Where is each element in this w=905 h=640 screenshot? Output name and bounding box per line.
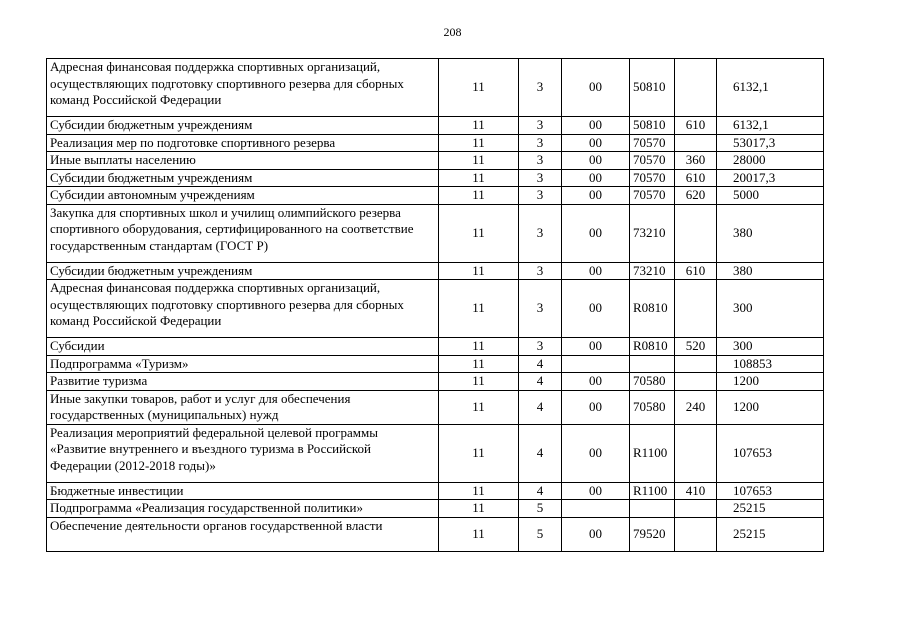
table-row	[47, 204, 824, 262]
row-subsection: 3	[519, 134, 562, 152]
row-target-code: 00	[562, 373, 630, 391]
row-target-code: 00	[562, 134, 630, 152]
row-target-code-2: 70580	[630, 390, 675, 424]
row-target-code-2: 50810	[630, 117, 675, 135]
table-row	[47, 152, 824, 170]
row-name: Субсидии	[47, 338, 439, 356]
row-name: Субсидии бюджетным учреждениям	[47, 117, 439, 135]
row-expense-type: 610	[675, 169, 717, 187]
row-section: 11	[439, 424, 519, 482]
row-expense-type: 240	[675, 390, 717, 424]
row-section: 11	[439, 482, 519, 500]
row-target-code: 00	[562, 517, 630, 551]
row-amount: 380	[717, 262, 824, 280]
row-name: Иные закупки товаров, работ и услуг для обеспечения государственных (муниципальных) нужд	[47, 390, 439, 424]
row-expense-type	[675, 424, 717, 482]
row-subsection: 5	[519, 517, 562, 551]
row-section: 11	[439, 390, 519, 424]
row-amount: 107653	[717, 424, 824, 482]
row-target-code-2: 70580	[630, 373, 675, 391]
row-target-code-2: 73210	[630, 262, 675, 280]
row-expense-type	[675, 373, 717, 391]
row-target-code-2: R1100	[630, 482, 675, 500]
row-expense-type: 610	[675, 262, 717, 280]
row-target-code: 00	[562, 280, 630, 338]
row-subsection: 4	[519, 390, 562, 424]
table-row	[47, 373, 824, 391]
row-target-code-2: 79520	[630, 517, 675, 551]
row-target-code: 00	[562, 482, 630, 500]
row-section: 11	[439, 500, 519, 518]
row-name: Субсидии автономным учреждениям	[47, 187, 439, 205]
row-target-code-2: 70570	[630, 169, 675, 187]
row-target-code-2: R0810	[630, 280, 675, 338]
row-amount: 107653	[717, 482, 824, 500]
row-target-code-2	[630, 500, 675, 518]
row-section: 11	[439, 187, 519, 205]
table-row	[47, 280, 824, 338]
table-row	[47, 169, 824, 187]
row-section: 11	[439, 355, 519, 373]
row-subsection: 3	[519, 117, 562, 135]
row-section: 11	[439, 134, 519, 152]
row-subsection: 4	[519, 373, 562, 391]
row-target-code: 00	[562, 169, 630, 187]
row-section: 11	[439, 169, 519, 187]
table-row	[47, 134, 824, 152]
row-amount: 53017,3	[717, 134, 824, 152]
row-target-code	[562, 500, 630, 518]
row-subsection: 3	[519, 262, 562, 280]
budget-table	[46, 58, 824, 552]
row-subsection: 4	[519, 355, 562, 373]
row-expense-type	[675, 280, 717, 338]
row-amount: 6132,1	[717, 117, 824, 135]
row-target-code: 00	[562, 187, 630, 205]
row-target-code: 00	[562, 59, 630, 117]
row-name: Субсидии бюджетным учреждениям	[47, 262, 439, 280]
row-expense-type: 610	[675, 117, 717, 135]
table-row	[47, 338, 824, 356]
row-amount: 28000	[717, 152, 824, 170]
page-number: 208	[443, 25, 462, 39]
row-subsection: 3	[519, 280, 562, 338]
row-subsection: 3	[519, 204, 562, 262]
row-amount: 1200	[717, 390, 824, 424]
row-subsection: 4	[519, 424, 562, 482]
row-expense-type	[675, 355, 717, 373]
row-amount: 5000	[717, 187, 824, 205]
row-section: 11	[439, 59, 519, 117]
row-target-code-2	[630, 355, 675, 373]
table-row	[47, 117, 824, 135]
row-subsection: 3	[519, 187, 562, 205]
row-expense-type: 410	[675, 482, 717, 500]
row-section: 11	[439, 152, 519, 170]
row-target-code: 00	[562, 204, 630, 262]
row-amount: 25215	[717, 500, 824, 518]
row-section: 11	[439, 280, 519, 338]
row-section: 11	[439, 338, 519, 356]
row-target-code-2: 70570	[630, 152, 675, 170]
row-target-code-2: R1100	[630, 424, 675, 482]
row-target-code-2: 50810	[630, 59, 675, 117]
row-target-code: 00	[562, 338, 630, 356]
row-name: Обеспечение деятельности органов государственной власти	[47, 517, 439, 551]
row-section: 11	[439, 117, 519, 135]
row-expense-type: 360	[675, 152, 717, 170]
table-row	[47, 424, 824, 482]
row-section: 11	[439, 373, 519, 391]
table-row	[47, 262, 824, 280]
row-expense-type	[675, 204, 717, 262]
row-subsection: 3	[519, 59, 562, 117]
row-target-code: 00	[562, 152, 630, 170]
row-name: Подпрограмма «Туризм»	[47, 355, 439, 373]
row-name: Закупка для спортивных школ и училищ олимпийского резерва спортивного оборудования, сертифицированного на соответствие государственным стандартам (ГОСТ Р)	[47, 204, 439, 262]
row-name: Реализация мероприятий федеральной целевой программы «Развитие внутреннего и въездного туризма в Российской Федерации (2012-2018 годы)»	[47, 424, 439, 482]
row-expense-type	[675, 59, 717, 117]
row-target-code-2: 73210	[630, 204, 675, 262]
row-subsection: 3	[519, 152, 562, 170]
row-name: Бюджетные инвестиции	[47, 482, 439, 500]
row-amount: 6132,1	[717, 59, 824, 117]
row-subsection: 5	[519, 500, 562, 518]
row-name: Субсидии бюджетным учреждениям	[47, 169, 439, 187]
row-amount: 380	[717, 204, 824, 262]
row-name: Адресная финансовая поддержка спортивных организаций, осуществляющих подготовку спортивного резерва для сборных команд Российской Федерации	[47, 280, 439, 338]
row-amount: 108853	[717, 355, 824, 373]
table-row	[47, 500, 824, 518]
row-amount: 300	[717, 338, 824, 356]
row-target-code-2: 70570	[630, 187, 675, 205]
row-amount: 20017,3	[717, 169, 824, 187]
row-amount: 25215	[717, 517, 824, 551]
table-row	[47, 187, 824, 205]
row-section: 11	[439, 517, 519, 551]
row-expense-type: 520	[675, 338, 717, 356]
row-target-code: 00	[562, 390, 630, 424]
row-name: Развитие туризма	[47, 373, 439, 391]
row-amount: 300	[717, 280, 824, 338]
row-target-code: 00	[562, 117, 630, 135]
row-name: Адресная финансовая поддержка спортивных организаций, осуществляющих подготовку спортивного резерва для сборных команд Российской Федерации	[47, 59, 439, 117]
row-name: Подпрограмма «Реализация государственной политики»	[47, 500, 439, 518]
row-target-code: 00	[562, 262, 630, 280]
row-expense-type	[675, 500, 717, 518]
row-subsection: 3	[519, 169, 562, 187]
table-row	[47, 355, 824, 373]
row-expense-type: 620	[675, 187, 717, 205]
table-row	[47, 390, 824, 424]
row-section: 11	[439, 204, 519, 262]
table-row	[47, 517, 824, 551]
row-target-code-2: 70570	[630, 134, 675, 152]
table-row	[47, 59, 824, 117]
row-amount: 1200	[717, 373, 824, 391]
row-expense-type	[675, 134, 717, 152]
row-name: Иные выплаты населению	[47, 152, 439, 170]
row-expense-type	[675, 517, 717, 551]
row-name: Реализация мер по подготовке спортивного резерва	[47, 134, 439, 152]
row-subsection: 4	[519, 482, 562, 500]
row-subsection: 3	[519, 338, 562, 356]
row-section: 11	[439, 262, 519, 280]
row-target-code	[562, 355, 630, 373]
table-row	[47, 482, 824, 500]
row-target-code-2: R0810	[630, 338, 675, 356]
row-target-code: 00	[562, 424, 630, 482]
